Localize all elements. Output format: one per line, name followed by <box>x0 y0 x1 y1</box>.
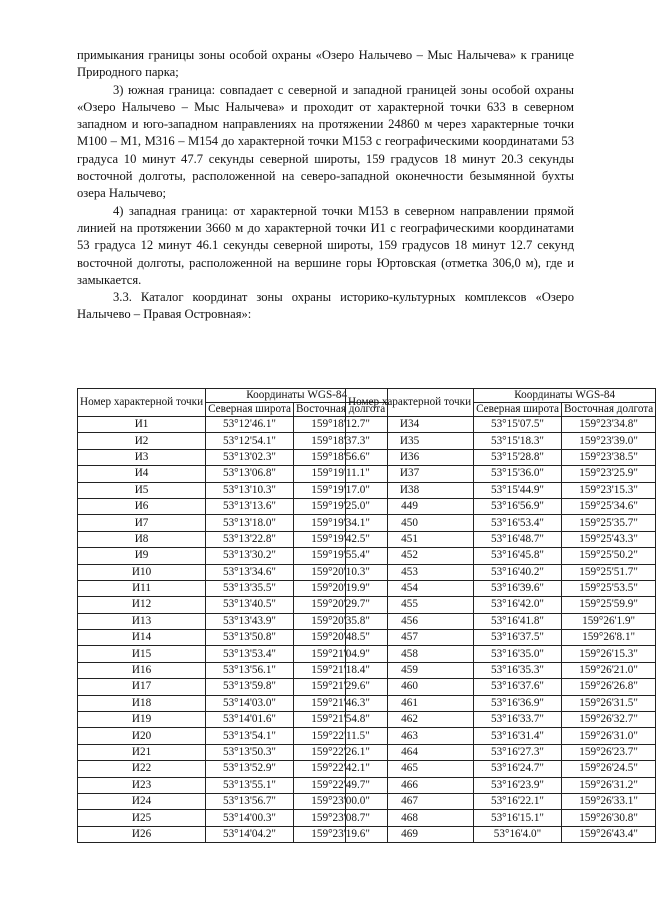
header-coordinates: Координаты WGS-84 <box>206 389 388 403</box>
header-longitude: Восточная долгота <box>293 403 387 417</box>
cell-latitude: 53°13'13.6" <box>206 498 294 514</box>
table-row <box>78 679 388 695</box>
cell-latitude: 53°13'18.0" <box>206 515 294 531</box>
table-row <box>346 695 656 711</box>
cell-longitude: 159°26'23.7" <box>561 744 655 760</box>
cell-longitude: 159°22'42.1" <box>293 761 387 777</box>
cell-point-number: И10 <box>78 564 206 580</box>
cell-latitude: 53°13'56.7" <box>206 793 294 809</box>
cell-point-number: 454 <box>346 580 474 596</box>
table-row <box>346 449 656 465</box>
cell-latitude: 53°16'35.3" <box>474 662 562 678</box>
cell-latitude: 53°15'44.9" <box>474 482 562 498</box>
cell-latitude: 53°16'56.9" <box>474 498 562 514</box>
table-row <box>346 662 656 678</box>
table-row <box>78 744 388 760</box>
cell-point-number: И37 <box>346 466 474 482</box>
cell-point-number: И25 <box>78 810 206 826</box>
cell-point-number: 449 <box>346 498 474 514</box>
cell-point-number: И2 <box>78 433 206 449</box>
cell-latitude: 53°13'40.5" <box>206 597 294 613</box>
paragraph-continuation: примыкания границы зоны особой охраны «Озеро Налычево – Мыс Налычева» к границе Природного парка; <box>77 48 574 80</box>
cell-point-number: 457 <box>346 630 474 646</box>
cell-longitude: 159°21'04.9" <box>293 646 387 662</box>
cell-latitude: 53°13'02.3" <box>206 449 294 465</box>
cell-longitude: 159°20'48.5" <box>293 630 387 646</box>
table-row <box>78 777 388 793</box>
cell-point-number: И6 <box>78 498 206 514</box>
table-row <box>346 761 656 777</box>
cell-point-number: 451 <box>346 531 474 547</box>
cell-point-number: И5 <box>78 482 206 498</box>
cell-point-number: И13 <box>78 613 206 629</box>
cell-point-number: 456 <box>346 613 474 629</box>
table-row <box>346 630 656 646</box>
cell-longitude: 159°23'25.9" <box>561 466 655 482</box>
cell-point-number: И35 <box>346 433 474 449</box>
cell-latitude: 53°16'36.9" <box>474 695 562 711</box>
table-row <box>78 646 388 662</box>
cell-latitude: 53°16'37.5" <box>474 630 562 646</box>
cell-point-number: И8 <box>78 531 206 547</box>
table-row <box>346 810 656 826</box>
cell-latitude: 53°14'03.0" <box>206 695 294 711</box>
cell-longitude: 159°25'43.3" <box>561 531 655 547</box>
cell-latitude: 53°16'39.6" <box>474 580 562 596</box>
cell-latitude: 53°13'50.8" <box>206 630 294 646</box>
cell-point-number: 465 <box>346 761 474 777</box>
header-point-number: Номер характерной точки <box>346 389 474 417</box>
header-latitude: Северная широта <box>474 403 562 417</box>
cell-longitude: 159°23'34.8" <box>561 417 655 433</box>
cell-point-number: И20 <box>78 728 206 744</box>
table-row <box>78 613 388 629</box>
cell-longitude: 159°23'08.7" <box>293 810 387 826</box>
table-row <box>346 613 656 629</box>
cell-point-number: И7 <box>78 515 206 531</box>
cell-latitude: 53°13'34.6" <box>206 564 294 580</box>
cell-latitude: 53°16'23.9" <box>474 777 562 793</box>
table-row <box>78 515 388 531</box>
cell-latitude: 53°16'4.0" <box>474 826 562 842</box>
cell-longitude: 159°26'33.1" <box>561 793 655 809</box>
cell-point-number: 466 <box>346 777 474 793</box>
cell-point-number: И4 <box>78 466 206 482</box>
cell-point-number: И16 <box>78 662 206 678</box>
cell-longitude: 159°25'50.2" <box>561 548 655 564</box>
cell-longitude: 159°26'15.3" <box>561 646 655 662</box>
header-longitude: Восточная долгота <box>561 403 655 417</box>
cell-latitude: 53°13'22.8" <box>206 531 294 547</box>
cell-longitude: 159°22'26.1" <box>293 744 387 760</box>
table-row <box>78 433 388 449</box>
cell-longitude: 159°23'00.0" <box>293 793 387 809</box>
cell-latitude: 53°16'40.2" <box>474 564 562 580</box>
cell-latitude: 53°16'15.1" <box>474 810 562 826</box>
cell-point-number: И26 <box>78 826 206 842</box>
table-row <box>78 449 388 465</box>
cell-point-number: И36 <box>346 449 474 465</box>
cell-point-number: 468 <box>346 810 474 826</box>
cell-longitude: 159°23'38.5" <box>561 449 655 465</box>
table-row <box>78 695 388 711</box>
cell-point-number: 450 <box>346 515 474 531</box>
cell-point-number: И12 <box>78 597 206 613</box>
cell-longitude: 159°21'54.8" <box>293 712 387 728</box>
table-row <box>346 597 656 613</box>
cell-point-number: 460 <box>346 679 474 695</box>
cell-point-number: 464 <box>346 744 474 760</box>
cell-latitude: 53°13'10.3" <box>206 482 294 498</box>
cell-longitude: 159°20'29.7" <box>293 597 387 613</box>
cell-point-number: 463 <box>346 728 474 744</box>
cell-longitude: 159°26'43.4" <box>561 826 655 842</box>
table-row <box>78 826 388 842</box>
header-point-number: Номер характерной точки <box>78 389 206 417</box>
coordinates-table-left <box>77 388 388 843</box>
paragraph-west-border: 4) западная граница: от характерной точки M153 в северном направлении прямой линией на протяжении 3660 м до характерной точки И1 с географическими координатами 53 градуса 12 минут 46.1 секунды северной широты, 159 градусов 18 минут 12.7 секунд восточной долготы, расположенной на вершине горы Юртовская (отметка 306,0 м), где и замыкается. <box>77 203 574 287</box>
header-coordinates: Координаты WGS-84 <box>474 389 656 403</box>
cell-longitude: 159°25'51.7" <box>561 564 655 580</box>
header-latitude: Северная широта <box>206 403 294 417</box>
cell-point-number: И23 <box>78 777 206 793</box>
cell-latitude: 53°16'35.0" <box>474 646 562 662</box>
cell-longitude: 159°23'19.6" <box>293 826 387 842</box>
cell-point-number: И34 <box>346 417 474 433</box>
table-row <box>78 597 388 613</box>
table-row <box>346 793 656 809</box>
cell-latitude: 53°12'54.1" <box>206 433 294 449</box>
table-row <box>346 826 656 842</box>
cell-longitude: 159°25'35.7" <box>561 515 655 531</box>
cell-longitude: 159°18'37.3" <box>293 433 387 449</box>
cell-point-number: 467 <box>346 793 474 809</box>
cell-latitude: 53°13'53.4" <box>206 646 294 662</box>
cell-longitude: 159°20'35.8" <box>293 613 387 629</box>
cell-longitude: 159°19'11.1" <box>293 466 387 482</box>
cell-longitude: 159°18'56.6" <box>293 449 387 465</box>
table-row <box>78 466 388 482</box>
cell-longitude: 159°25'53.5" <box>561 580 655 596</box>
cell-longitude: 159°26'24.5" <box>561 761 655 777</box>
cell-point-number: 459 <box>346 662 474 678</box>
cell-point-number: И14 <box>78 630 206 646</box>
table-row <box>78 417 388 433</box>
cell-latitude: 53°13'54.1" <box>206 728 294 744</box>
cell-latitude: 53°14'00.3" <box>206 810 294 826</box>
cell-latitude: 53°13'06.8" <box>206 466 294 482</box>
cell-latitude: 53°16'45.8" <box>474 548 562 564</box>
cell-point-number: И9 <box>78 548 206 564</box>
table-row <box>346 466 656 482</box>
cell-longitude: 159°25'59.9" <box>561 597 655 613</box>
cell-point-number: И17 <box>78 679 206 695</box>
coordinates-table-right <box>345 388 656 843</box>
cell-latitude: 53°13'55.1" <box>206 777 294 793</box>
cell-point-number: И15 <box>78 646 206 662</box>
cell-point-number: 469 <box>346 826 474 842</box>
cell-point-number: 462 <box>346 712 474 728</box>
cell-longitude: 159°20'19.9" <box>293 580 387 596</box>
cell-latitude: 53°12'46.1" <box>206 417 294 433</box>
cell-longitude: 159°26'21.0" <box>561 662 655 678</box>
cell-longitude: 159°19'34.1" <box>293 515 387 531</box>
cell-longitude: 159°26'31.5" <box>561 695 655 711</box>
cell-latitude: 53°13'59.8" <box>206 679 294 695</box>
cell-latitude: 53°14'04.2" <box>206 826 294 842</box>
cell-latitude: 53°16'24.7" <box>474 761 562 777</box>
cell-latitude: 53°15'28.8" <box>474 449 562 465</box>
cell-longitude: 159°26'26.8" <box>561 679 655 695</box>
body-text <box>77 47 574 324</box>
cell-latitude: 53°16'37.6" <box>474 679 562 695</box>
cell-point-number: И3 <box>78 449 206 465</box>
cell-point-number: 453 <box>346 564 474 580</box>
table-row <box>78 810 388 826</box>
table-row <box>78 531 388 547</box>
table-row <box>346 564 656 580</box>
cell-point-number: И18 <box>78 695 206 711</box>
cell-point-number: 455 <box>346 597 474 613</box>
cell-longitude: 159°26'31.0" <box>561 728 655 744</box>
cell-longitude: 159°19'42.5" <box>293 531 387 547</box>
table-row <box>346 679 656 695</box>
cell-longitude: 159°19'55.4" <box>293 548 387 564</box>
cell-longitude: 159°26'30.8" <box>561 810 655 826</box>
cell-longitude: 159°26'1.9" <box>561 613 655 629</box>
cell-point-number: И38 <box>346 482 474 498</box>
table-row <box>346 580 656 596</box>
cell-point-number: 458 <box>346 646 474 662</box>
table-row <box>78 728 388 744</box>
cell-latitude: 53°13'56.1" <box>206 662 294 678</box>
table-row <box>346 531 656 547</box>
table-row <box>78 630 388 646</box>
table-row <box>346 548 656 564</box>
cell-longitude: 159°26'8.1" <box>561 630 655 646</box>
cell-longitude: 159°22'11.5" <box>293 728 387 744</box>
table-row <box>78 482 388 498</box>
table-row <box>78 580 388 596</box>
cell-longitude: 159°21'29.6" <box>293 679 387 695</box>
table-row <box>78 761 388 777</box>
cell-longitude: 159°20'10.3" <box>293 564 387 580</box>
paragraph-catalog-title: 3.3. Каталог координат зоны охраны историко-культурных комплексов «Озеро Налычево – Правая Островная»: <box>77 290 574 322</box>
table-row <box>78 548 388 564</box>
cell-latitude: 53°16'53.4" <box>474 515 562 531</box>
cell-longitude: 159°26'32.7" <box>561 712 655 728</box>
cell-latitude: 53°13'43.9" <box>206 613 294 629</box>
table-row <box>78 662 388 678</box>
table-row <box>346 646 656 662</box>
cell-point-number: И21 <box>78 744 206 760</box>
table-row <box>78 712 388 728</box>
table-row <box>346 777 656 793</box>
cell-point-number: 461 <box>346 695 474 711</box>
table-row <box>78 564 388 580</box>
cell-point-number: И24 <box>78 793 206 809</box>
table-row <box>78 793 388 809</box>
cell-latitude: 53°16'33.7" <box>474 712 562 728</box>
cell-latitude: 53°16'27.3" <box>474 744 562 760</box>
cell-point-number: И11 <box>78 580 206 596</box>
cell-longitude: 159°21'18.4" <box>293 662 387 678</box>
cell-latitude: 53°15'18.3" <box>474 433 562 449</box>
table-row <box>346 515 656 531</box>
cell-latitude: 53°15'36.0" <box>474 466 562 482</box>
paragraph-south-border: 3) южная граница: совпадает с северной и западной границей зоны особой охраны «Озеро Налычево – Мыс Налычева» и проходит от характерной точки 633 в северном западном и юго-западном направлениях на протяжении 24860 м через характерные точки M100 – M1, M316 – M154 до характерной точки M153 с географическими координатами 53 градуса 10 минут 47.7 секунды северной широты, 159 градусов 18 минут 20.3 секунды восточной долготы, расположенной на северо-западной оконечности безымянной бухты озера Налычево; <box>77 82 574 201</box>
cell-latitude: 53°16'22.1" <box>474 793 562 809</box>
cell-longitude: 159°22'49.7" <box>293 777 387 793</box>
cell-longitude: 159°26'31.2" <box>561 777 655 793</box>
cell-latitude: 53°14'01.6" <box>206 712 294 728</box>
table-row <box>346 482 656 498</box>
table-row <box>346 417 656 433</box>
cell-longitude: 159°25'34.6" <box>561 498 655 514</box>
cell-latitude: 53°16'41.8" <box>474 613 562 629</box>
cell-point-number: И22 <box>78 761 206 777</box>
cell-latitude: 53°16'42.0" <box>474 597 562 613</box>
cell-longitude: 159°23'39.0" <box>561 433 655 449</box>
table-row <box>346 728 656 744</box>
cell-longitude: 159°23'15.3" <box>561 482 655 498</box>
cell-longitude: 159°19'17.0" <box>293 482 387 498</box>
table-row <box>346 433 656 449</box>
cell-point-number: 452 <box>346 548 474 564</box>
cell-longitude: 159°18'12.7" <box>293 417 387 433</box>
table-row <box>78 498 388 514</box>
table-row <box>346 744 656 760</box>
table-row <box>346 498 656 514</box>
cell-latitude: 53°16'31.4" <box>474 728 562 744</box>
cell-latitude: 53°13'50.3" <box>206 744 294 760</box>
cell-longitude: 159°21'46.3" <box>293 695 387 711</box>
cell-latitude: 53°13'52.9" <box>206 761 294 777</box>
cell-longitude: 159°19'25.0" <box>293 498 387 514</box>
cell-latitude: 53°16'48.7" <box>474 531 562 547</box>
table-row <box>346 712 656 728</box>
cell-point-number: И19 <box>78 712 206 728</box>
cell-latitude: 53°15'07.5" <box>474 417 562 433</box>
cell-point-number: И1 <box>78 417 206 433</box>
cell-latitude: 53°13'30.2" <box>206 548 294 564</box>
cell-latitude: 53°13'35.5" <box>206 580 294 596</box>
